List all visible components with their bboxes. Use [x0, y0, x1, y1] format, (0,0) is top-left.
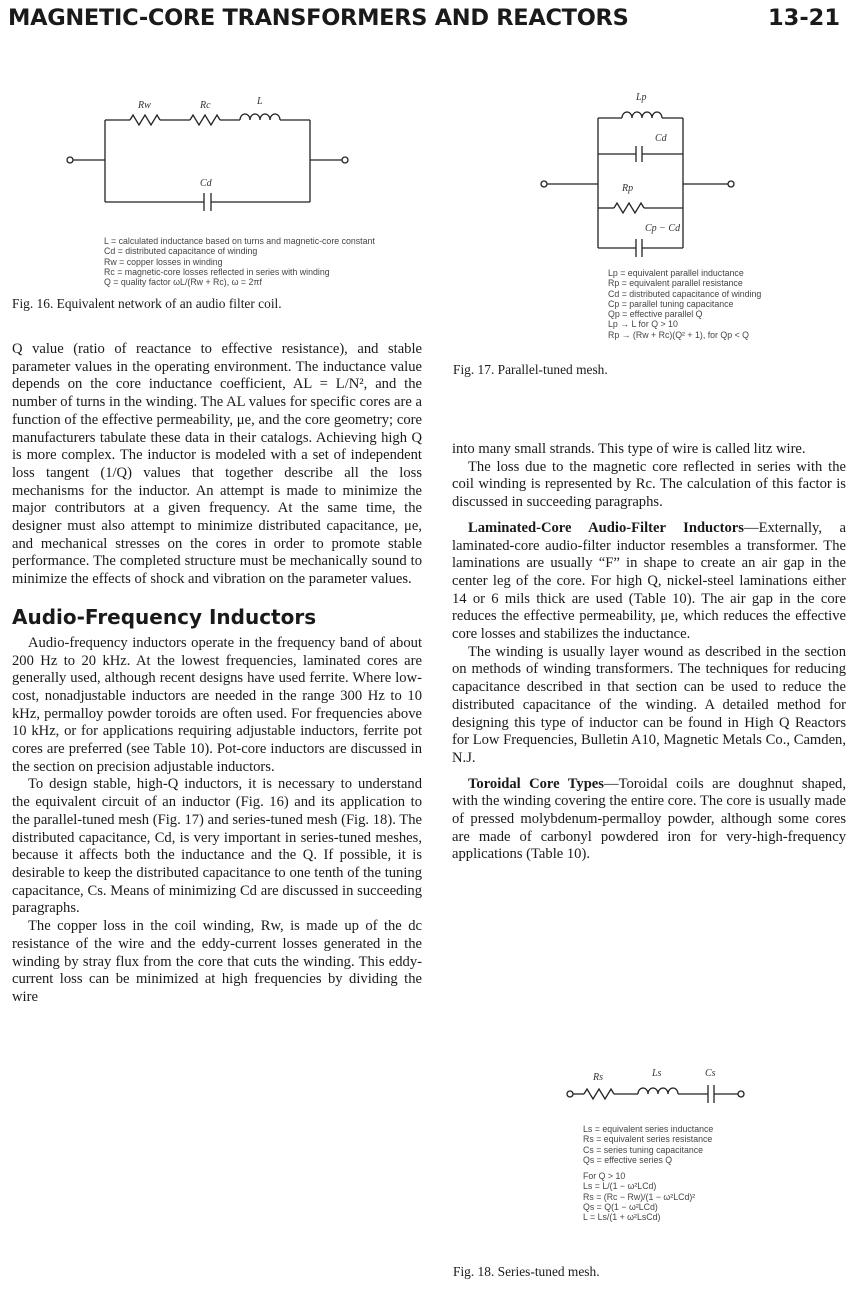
fig18-legend-line: Qs = Q(1 − ω²LCd)	[583, 1202, 658, 1213]
fig17-label-cd: Cd	[655, 133, 667, 144]
paragraph-with-run-in-head	[452, 520, 846, 644]
fig17-legend-line: Lp = equivalent parallel inductance	[608, 268, 744, 278]
fig18-legend-line: Cs = series tuning capacitance	[583, 1144, 704, 1155]
fig17-legend-line: Cp = parallel tuning capacitance	[608, 298, 734, 309]
fig18-caption: Fig. 18. Series-tuned mesh.	[453, 1264, 600, 1279]
fig17-caption: Fig. 17. Parallel-tuned mesh.	[453, 362, 608, 377]
fig18-legend-line: For Q > 10	[583, 1171, 626, 1182]
paragraph: To design stable, high-Q inductors, it is necessary to understand the equivalent circuit of an inductor (Fig. 16) and its application to the parallel-tuned mesh (Fig. 17) and series-tuned mesh (Fig. 18). The distributed capacitance, Cd, is very important in series-tuned meshes, because it affects both the inductance and the Q. If possible, it is desirable to keep the distributed capacitance to one tenth of the tuning capacitance, Cs. Means of minimizing Cd are discussed in succeeding paragraphs.	[12, 776, 422, 917]
run-in-heading: Toroidal Core Types	[468, 775, 604, 792]
fig16-label-cd: Cd	[200, 178, 212, 189]
fig16-legend	[104, 236, 375, 287]
paragraph: Q value (ratio of reactance to effective resistance), and stable parameter values in the operating environment. The inductance value depends on the core inductance coefficient, AL = L/N², and the number of turns in the winding. The AL values for specific cores are a function of the effective permeability, μe, and the core geometry; core manufacturers tabulate these data in their catalogs. Achieving high Q is more complex. The inductor is modeled with a set of independent loss tangent (1/Q) values that together describe all the loss mechanisms for the inductor. An attempt is made to minimize the major contributors at a given frequency. At the same time, the designer must also attempt to minimize distributed capacitance, μe, and mechanical stresses on the cores in order to promote stable performance. The completed structure must be mechanically sound to minimize the effects of shock and vibration on the parameter values.	[12, 341, 422, 588]
fig18-circuit-diagram	[560, 1068, 760, 1108]
fig17-legend-line: Lp → L for Q > 10	[608, 319, 678, 330]
fig18-legend-line: Ls = equivalent series inductance	[583, 1124, 714, 1134]
fig17-label-cp-cd: Cp − Cd	[645, 223, 681, 234]
paragraph-text: —Toroidal coils are doughnut shaped, with the winding covering the entire core. The core is usually made of pressed molybdenum-permalloy powder, although some cores are made of carbonyl powdered iron for very-high-frequency applications (Table 10).	[452, 775, 846, 863]
fig16-label-l: L	[257, 96, 263, 107]
run-in-heading: Laminated-Core Audio-Filter Inductors	[468, 519, 744, 536]
fig16-label-rw: Rw	[138, 100, 151, 111]
fig17-legend	[608, 268, 761, 340]
fig18-legend	[583, 1124, 713, 1223]
right-text-column	[452, 441, 846, 864]
fig17-legend-line: Qp = effective parallel Q	[608, 309, 703, 320]
fig18-legend-line: L = Ls/(1 + ω²LsCd)	[583, 1212, 661, 1223]
fig16-circuit-diagram	[60, 90, 380, 220]
left-text-column	[12, 341, 422, 1007]
fig16-legend-line: Rw = copper losses in winding	[104, 256, 223, 267]
fig18-label-cs: Cs	[705, 1068, 716, 1079]
fig16-legend-line: Rc = magnetic-core losses reflected in series with winding	[104, 266, 330, 277]
paragraph: The loss due to the magnetic core reflected in series with the coil winding is represented by Rc. The calculation of this factor is discussed in succeeding paragraphs.	[452, 458, 846, 511]
paragraph: The copper loss in the coil winding, Rw, is made up of the dc resistance of the wire and the eddy-current losses generated in the winding by stray flux from the core that cuts the winding. This eddy-current loss can be minimized at high frequencies by dividing the wire	[12, 918, 422, 1005]
fig17-label-rp: Rp	[622, 183, 634, 194]
fig17-circuit-diagram	[538, 88, 758, 258]
fig18-legend-line: Qs = effective series Q	[583, 1154, 673, 1165]
fig17-legend-line: Rp = equivalent parallel resistance	[608, 278, 743, 289]
paragraph: The winding is usually layer wound as described in the section on methods of winding transformers. The techniques for reducing capacitance described in that section can be used to reduce the distributed capacitance of the winding. A detailed method for designing this type of inductor can be found in High Q Reactors for Low Frequencies, Bulletin A10, Magnetic Metals Co., Camden, N.J.	[452, 643, 846, 766]
fig16-legend-line: Q = quality factor ωL/(Rw + Rc), ω = 2πf	[104, 277, 262, 288]
paragraph-with-run-in-head	[452, 776, 846, 865]
paragraph: into many small strands. This type of wire is called litz wire.	[452, 441, 806, 457]
fig16-legend-line: Cd = distributed capacitance of winding	[104, 246, 258, 257]
page-number: 13-21	[768, 5, 840, 31]
fig18-legend-line: Rs = (Rc − Rw)/(1 − ω²LCd)²	[583, 1191, 696, 1202]
fig18-legend-line: Rs = equivalent series resistance	[583, 1134, 713, 1145]
fig17-legend-line: Rp → (Rw + Rc)(Q² + 1), for Qp < Q	[608, 329, 750, 340]
fig18-legend-line: Ls = L/(1 − ω²LCd)	[583, 1181, 657, 1192]
running-header-title: MAGNETIC-CORE TRANSFORMERS AND REACTORS	[8, 5, 629, 31]
paragraph-text: —Externally, a laminated-core audio-filter inductor resembles a transformer. The laminations are usually “F” in shape to create an air gap in the center leg of the core. For high Q, nickel-steel laminations either 14 or 6 mils thick are used (Table 10). The air gap in the core reduces the effective permeability, μe, which reduces the effective core losses and stabilizes the inductance.	[452, 519, 846, 643]
fig18-label-rs: Rs	[593, 1072, 603, 1083]
fig17-label-lp: Lp	[636, 92, 647, 103]
fig17-legend-line: Cd = distributed capacitance of winding	[608, 288, 762, 299]
fig16-legend-line: L = calculated inductance based on turns and magnetic-core constant	[104, 236, 375, 246]
fig16-caption: Fig. 16. Equivalent network of an audio filter coil.	[12, 296, 282, 311]
section-heading: Audio-Frequency Inductors	[12, 604, 317, 629]
fig18-label-ls: Ls	[652, 1068, 662, 1079]
fig16-label-rc: Rc	[200, 100, 211, 111]
paragraph: Audio-frequency inductors operate in the frequency band of about 200 Hz to 20 kHz. At the lowest frequencies, laminated cores are generally used, although recent designs have used ferrite. Where low-cost, nonadjustable inductors are needed in the range 300 Hz to 10 kHz, permalloy powder toroids are often used. For frequencies above 10 kHz, or for applications requiring adjustable inductors, ferrite pot cores are preferred (see Table 10). Pot-core inductors are discussed in the section on precision adjustable inductors.	[12, 634, 422, 775]
